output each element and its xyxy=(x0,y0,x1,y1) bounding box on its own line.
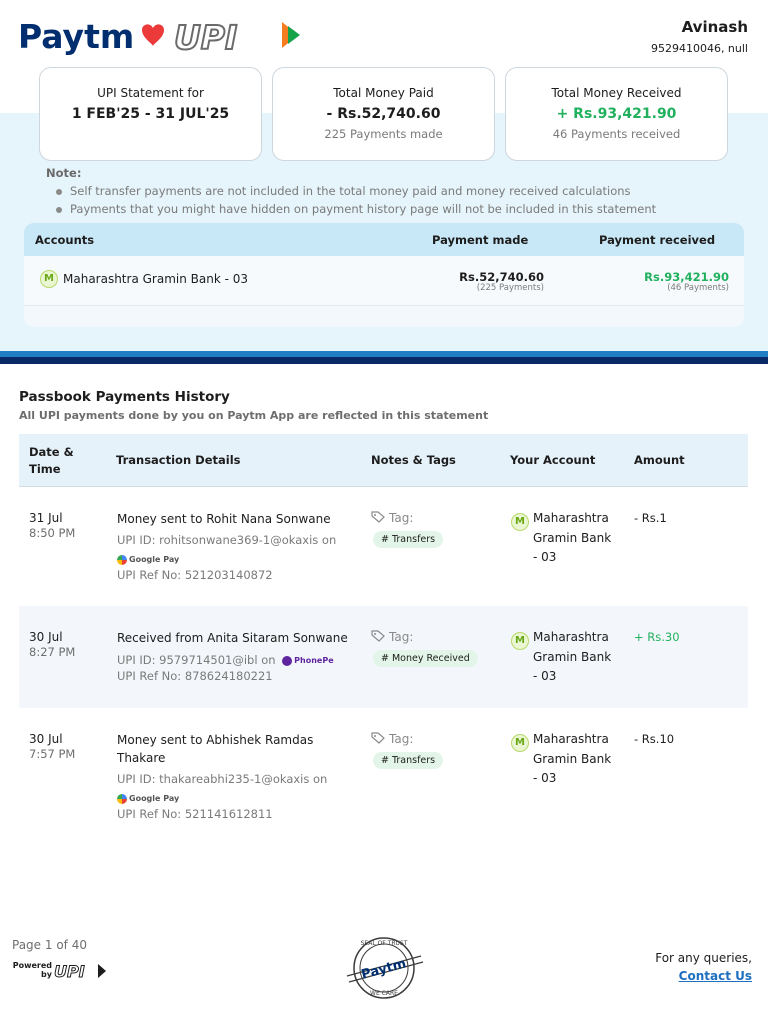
upi-logo-icon xyxy=(54,961,110,981)
user-name: Avinash xyxy=(681,18,748,36)
seal-bottom-text: WE CARE xyxy=(370,990,398,997)
tx-ref: UPI Ref No: 521141612811 xyxy=(117,807,273,821)
tx-bank-line: Gramin Bank xyxy=(533,751,612,766)
tx-bank-line: - 03 xyxy=(533,550,557,564)
transactions-header xyxy=(19,434,748,487)
payment-made-col-header: Payment made xyxy=(432,233,529,247)
seal-top-text: SEAL OF TRUST xyxy=(360,940,408,947)
tag-chip[interactable]: # Transfers xyxy=(373,752,443,769)
statement-period-card xyxy=(39,67,262,161)
powered-by-upi xyxy=(12,961,112,981)
contact-us-link[interactable]: Contact Us xyxy=(678,969,752,983)
accounts-col-header: Accounts xyxy=(35,233,95,247)
amount-received-count: (46 Payments) xyxy=(667,283,729,293)
tx-app xyxy=(117,791,179,805)
tx-upi-id xyxy=(117,653,334,667)
note-item: Self transfer payments are not included in the total money paid and money received calculations xyxy=(56,184,746,198)
tx-date: 31 Jul xyxy=(29,511,63,525)
app-name: Google Pay xyxy=(129,794,180,803)
tx-bank-line: Maharashtra xyxy=(533,630,609,644)
date-col-header: Date & xyxy=(29,445,74,459)
card-value: + Rs.93,421.90 xyxy=(556,106,677,122)
note xyxy=(46,166,746,220)
tx-title: Money sent to Abhishek Ramdas Thakare xyxy=(117,733,314,765)
transaction-row xyxy=(19,708,748,836)
tx-amount: + Rs.30 xyxy=(634,630,680,644)
account-row xyxy=(24,256,744,306)
tx-bank-line: Gramin Bank xyxy=(533,530,612,545)
tx-amount: - Rs.1 xyxy=(634,511,667,525)
seal-brand-text: Paytm xyxy=(359,956,408,983)
transaction-row xyxy=(19,487,748,605)
card-value: 1 FEB'25 - 31 JUL'25 xyxy=(71,106,230,122)
tag-icon xyxy=(371,732,385,744)
paytm-brand-text: Paytm xyxy=(18,17,135,56)
tx-bank-line: Maharashtra xyxy=(533,511,609,525)
paytm-upi-logo xyxy=(18,14,308,56)
amount-received: Rs.93,421.90 xyxy=(644,270,729,284)
tag-chip[interactable]: # Transfers xyxy=(373,531,443,548)
bank-logo-icon: M xyxy=(511,632,529,650)
account-payment-made xyxy=(434,271,544,293)
tx-date: 30 Jul xyxy=(29,630,63,644)
tx-ref: UPI Ref No: 521203140872 xyxy=(117,568,273,582)
tx-bank xyxy=(533,730,623,789)
tx-bank-line: - 03 xyxy=(533,771,557,785)
card-value: - Rs.52,740.60 xyxy=(326,106,441,122)
notes-col-header: Notes & Tags xyxy=(371,453,456,467)
history-title: Passbook Payments History xyxy=(19,389,230,405)
amount-made-count: (225 Payments) xyxy=(476,283,544,293)
paytm-seal-of-trust xyxy=(343,932,425,1004)
account-payment-received xyxy=(614,271,729,293)
tx-bank xyxy=(533,628,623,687)
accounts-table xyxy=(24,223,744,327)
card-sub: 46 Payments received xyxy=(552,127,681,141)
tx-bank-line: Maharashtra xyxy=(533,732,609,746)
tx-date: 30 Jul xyxy=(29,732,63,746)
page-number: Page 1 of 40 xyxy=(12,938,87,952)
details-col-header: Transaction Details xyxy=(116,453,241,467)
tag-label xyxy=(371,511,413,525)
tag-label-text: Tag: xyxy=(389,732,414,746)
amount-col-header: Amount xyxy=(634,453,685,467)
tx-ref: UPI Ref No: 878624180221 xyxy=(117,669,273,683)
card-label: Total Money Received xyxy=(551,86,682,100)
app-name: Google Pay xyxy=(129,555,180,564)
tx-upi-id: UPI ID: thakareabhi235-1@okaxis on xyxy=(117,772,328,786)
google-pay-icon xyxy=(117,794,127,804)
bank-logo-icon: M xyxy=(40,270,58,288)
queries-text: For any queries, xyxy=(655,951,752,965)
transaction-row xyxy=(19,606,748,708)
user-phone: 9529410046, null xyxy=(650,42,748,55)
tag-label-text: Tag: xyxy=(389,511,414,525)
powered-by-text: Powered by xyxy=(12,961,52,979)
note-list xyxy=(46,184,746,216)
tx-app xyxy=(117,552,179,566)
tx-bank xyxy=(533,509,623,568)
accounts-header xyxy=(24,223,744,256)
app-name: PhonePe xyxy=(294,656,334,665)
tag-icon xyxy=(371,630,385,642)
tx-title: Received from Anita Sitaram Sonwane xyxy=(117,631,348,645)
tag-chip[interactable]: # Money Received xyxy=(373,650,478,667)
google-pay-icon xyxy=(117,555,127,565)
header xyxy=(0,0,768,70)
phonepe-icon xyxy=(282,656,292,666)
tx-time: 7:57 PM xyxy=(29,747,76,761)
tx-amount: - Rs.10 xyxy=(634,732,675,746)
account-col-header: Your Account xyxy=(510,453,596,467)
tx-time: 8:50 PM xyxy=(29,526,76,540)
divider-stripe-dark xyxy=(0,357,768,364)
tx-title: Money sent to Rohit Nana Sonwane xyxy=(117,512,331,526)
tx-bank-line: - 03 xyxy=(533,669,557,683)
upi-brand-text: UPI xyxy=(174,18,238,56)
svg-text:UPI: UPI xyxy=(54,962,85,981)
bank-logo-icon: M xyxy=(511,734,529,752)
account-bank-name: Maharashtra Gramin Bank - 03 xyxy=(63,272,249,286)
tx-upi-id-text: UPI ID: 9579714501@ibl on xyxy=(117,653,276,667)
card-sub: 225 Payments made xyxy=(324,127,443,141)
tag-label xyxy=(371,732,413,746)
time-col-header: Time xyxy=(29,462,61,476)
bank-logo-icon: M xyxy=(511,513,529,531)
payment-received-col-header: Payment received xyxy=(599,233,716,247)
tx-time: 8:27 PM xyxy=(29,645,76,659)
total-paid-card xyxy=(272,67,495,161)
tag-label xyxy=(371,630,413,644)
card-label: UPI Statement for xyxy=(97,86,204,100)
tx-upi-id: UPI ID: rohitsonwane369-1@okaxis on xyxy=(117,533,337,547)
amount-made: Rs.52,740.60 xyxy=(459,270,544,284)
note-title: Note: xyxy=(46,166,82,180)
card-label: Total Money Paid xyxy=(333,86,434,100)
tag-label-text: Tag: xyxy=(389,630,414,644)
history-subtitle: All UPI payments done by you on Paytm App are reflected in this statement xyxy=(19,409,489,422)
tx-bank-line: Gramin Bank xyxy=(533,649,612,664)
total-received-card xyxy=(505,67,728,161)
heart-icon xyxy=(142,24,164,46)
tag-icon xyxy=(371,511,385,523)
note-item: Payments that you might have hidden on payment history page will not be included in this statement xyxy=(56,202,746,216)
